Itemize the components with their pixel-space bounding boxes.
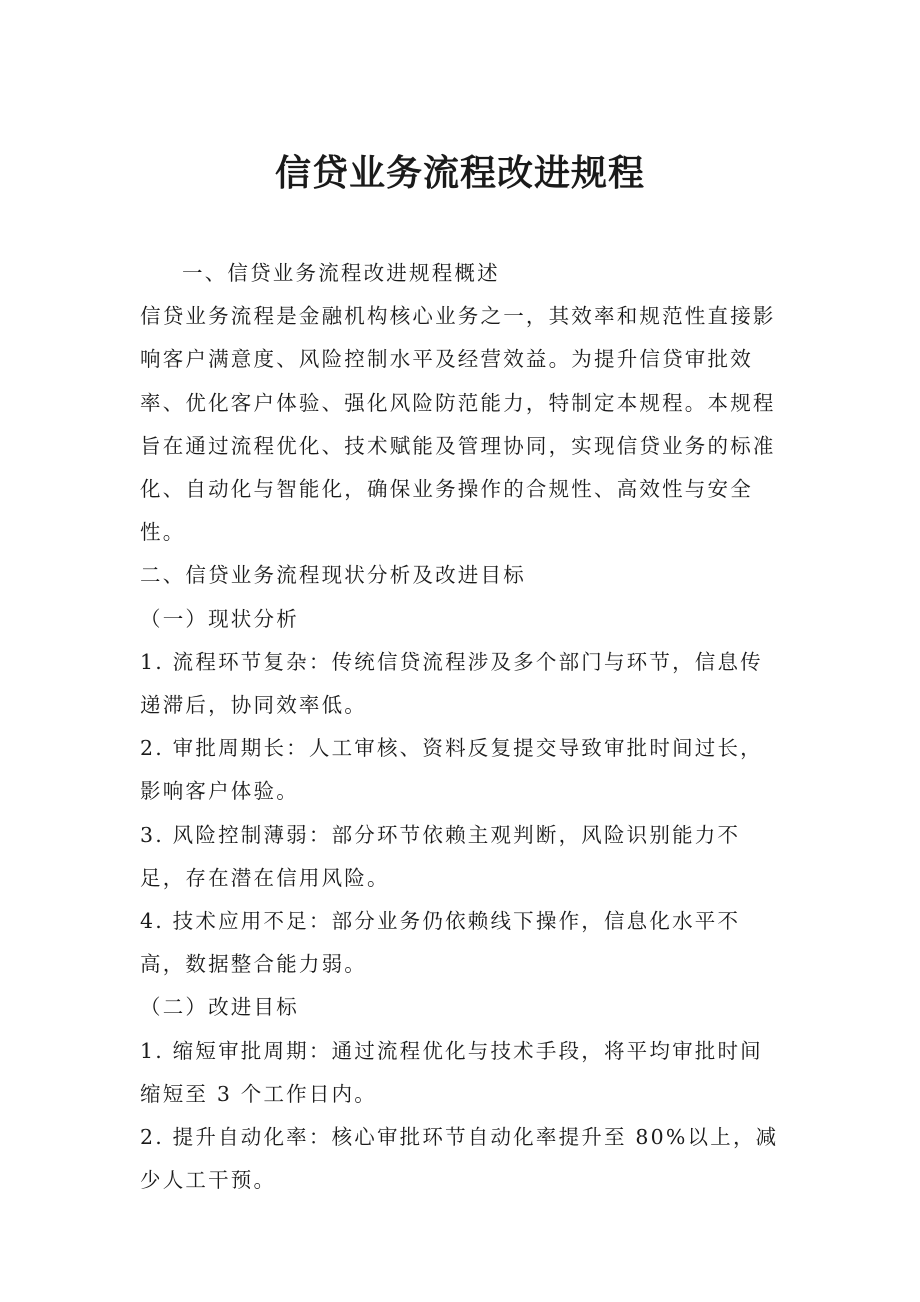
subheading-goals: （二）改进目标 — [140, 995, 299, 1020]
document-body — [140, 252, 780, 1202]
document-title: 信贷业务流程改进规程 — [274, 153, 645, 194]
section-heading-overview: 一、信贷业务流程改进规程概述 — [182, 261, 500, 285]
list-item-status-2: 2. 审批周期长：人工审核、资料反复提交导致审批时间过长，影响客户体验。 — [140, 736, 763, 804]
subheading-current-status: （一）现状分析 — [140, 606, 299, 631]
section-heading-analysis: 二、信贷业务流程现状分析及改进目标 — [140, 563, 526, 588]
list-item-goal-2: 2. 提升自动化率：核心审批环节自动化率提升至 80%以上，减少人工干预。 — [140, 1125, 779, 1193]
list-item-goal-1: 1. 缩短审批周期：通过流程优化与技术手段，将平均审批时间缩短至 3 个工作日内。 — [140, 1038, 763, 1106]
list-item-status-1: 1. 流程环节复杂：传统信贷流程涉及多个部门与环节，信息传递滞后，协同效率低。 — [140, 649, 763, 718]
list-item-status-3: 3. 风险控制薄弱：部分环节依赖主观判断，风险识别能力不足，存在潜在信用风险。 — [140, 822, 741, 890]
list-item-status-4: 4. 技术应用不足：部分业务仍依赖线下操作，信息化水平不高，数据整合能力弱。 — [140, 909, 741, 977]
paragraph-overview: 信贷业务流程是金融机构核心业务之一，其效率和规范性直接影响客户满意度、风险控制水平及经营效益。为提升信贷审批效率、优化客户体验、强化风险防范能力，特制定本规程。本规程旨在通过流程优化、技术赋能及管理协同，实现信贷业务的标准化、自动化与智能化，确保业务操作的合规性、高效性与安全性。 — [140, 304, 776, 545]
